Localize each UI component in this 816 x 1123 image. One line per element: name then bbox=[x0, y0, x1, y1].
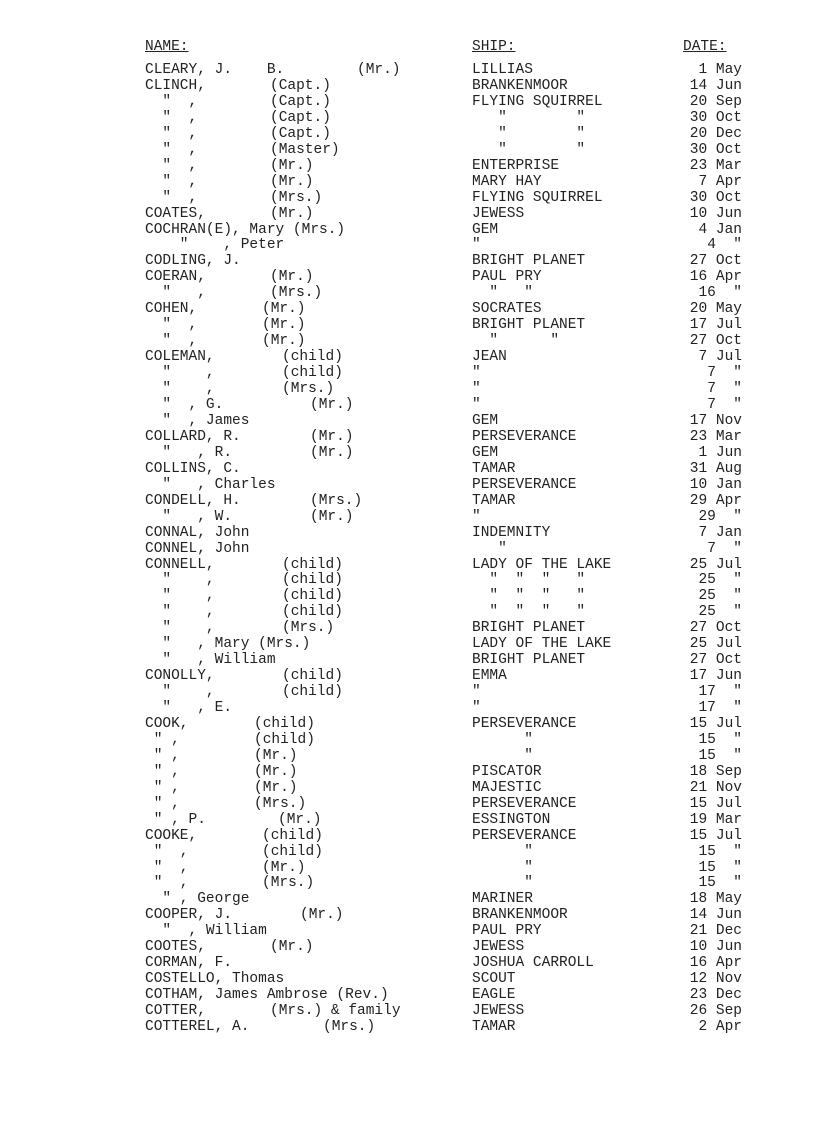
ship-name: " " bbox=[472, 333, 560, 350]
ship-name: " " bbox=[472, 109, 586, 126]
arrival-date: 14 Jun bbox=[689, 78, 742, 94]
passenger-name: " , bbox=[145, 333, 198, 350]
list-row bbox=[0, 525, 816, 541]
list-row bbox=[0, 604, 816, 620]
ship-name: EMMA bbox=[472, 668, 507, 685]
ship-name: INDEMNITY bbox=[472, 524, 551, 541]
arrival-date: 10 Jan bbox=[689, 476, 742, 493]
passenger-name: " , R. bbox=[145, 444, 233, 461]
passenger-title: (Mr.) bbox=[270, 205, 314, 222]
arrival-date: 7 " bbox=[707, 365, 742, 382]
passenger-title: (child) bbox=[282, 572, 343, 589]
list-row bbox=[0, 732, 816, 748]
arrival-date: 27 Oct bbox=[689, 620, 742, 637]
ship-name: MARY HAY bbox=[472, 173, 542, 190]
list-row bbox=[0, 844, 816, 860]
list-row bbox=[0, 1019, 816, 1035]
passenger-name: " , bbox=[145, 604, 215, 621]
ship-name: GEM bbox=[472, 412, 499, 429]
ship-name: PERSEVERANCE bbox=[472, 827, 577, 844]
ship-name: " bbox=[472, 684, 481, 700]
passenger-title: (Capt.) bbox=[270, 78, 331, 94]
passenger-title: (child) bbox=[282, 684, 343, 700]
ship-name: " bbox=[472, 396, 481, 413]
passenger-title: (Capt.) bbox=[270, 125, 331, 142]
arrival-date: 15 Jul bbox=[689, 827, 742, 844]
list-row bbox=[0, 158, 816, 174]
passenger-name: " , George bbox=[145, 891, 250, 908]
passenger-name: CONNELL, bbox=[145, 556, 215, 573]
passenger-name: COSTELLO, Thomas bbox=[145, 971, 285, 988]
list-row bbox=[0, 461, 816, 477]
ship-name: JEWESS bbox=[472, 1003, 525, 1019]
passenger-title: (Mr.) bbox=[310, 428, 354, 445]
passenger-title: (Mr.) bbox=[262, 333, 306, 350]
arrival-date: 25 Jul bbox=[689, 636, 742, 653]
arrival-date: 16 Apr bbox=[689, 955, 742, 972]
list-row bbox=[0, 253, 816, 269]
ship-name: JOSHUA CARROLL bbox=[472, 955, 594, 972]
passenger-name: " , bbox=[145, 795, 180, 812]
list-row bbox=[0, 429, 816, 445]
ship-name: " " " " bbox=[472, 604, 586, 621]
list-row bbox=[0, 269, 816, 285]
list-row bbox=[0, 796, 816, 812]
arrival-date: 23 Mar bbox=[689, 428, 742, 445]
arrival-date: 20 Dec bbox=[689, 125, 742, 142]
passenger-title: (Capt.) bbox=[270, 93, 331, 110]
ship-name: LADY OF THE LAKE bbox=[472, 636, 612, 653]
passenger-name: COLLINS, C. bbox=[145, 460, 241, 477]
arrival-date: 30 Oct bbox=[689, 141, 742, 158]
ship-name: PAUL PRY bbox=[472, 923, 542, 940]
passenger-title: (Master) bbox=[270, 141, 340, 158]
passenger-name: " , bbox=[145, 381, 215, 397]
ship-name: BRIGHT PLANET bbox=[472, 620, 586, 637]
arrival-date: 20 May bbox=[689, 301, 742, 318]
arrival-date: 14 Jun bbox=[689, 907, 742, 924]
passenger-name: COCHRAN(E), Mary (Mrs.) bbox=[145, 221, 346, 238]
ship-name: TAMAR bbox=[472, 1019, 516, 1035]
arrival-date: 15 Jul bbox=[689, 795, 742, 812]
list-row bbox=[0, 636, 816, 652]
passenger-name: COOK, bbox=[145, 715, 189, 732]
list-row bbox=[0, 620, 816, 636]
ship-name: " bbox=[472, 365, 481, 382]
passenger-name: " , bbox=[145, 93, 198, 110]
passenger-name: " , Mary (Mrs.) bbox=[145, 636, 311, 653]
arrival-date: 31 Aug bbox=[689, 460, 742, 477]
passenger-title: (Mr.) bbox=[310, 508, 354, 525]
arrival-date: 16 Apr bbox=[689, 269, 742, 286]
passenger-title: (child) bbox=[282, 365, 343, 382]
passenger-name: " , bbox=[145, 731, 180, 748]
ship-name: PERSEVERANCE bbox=[472, 476, 577, 493]
passenger-name: COOKE, bbox=[145, 827, 198, 844]
arrival-date: 10 Jun bbox=[689, 205, 742, 222]
passenger-name: " , bbox=[145, 875, 189, 892]
passenger-title: (Mr.) bbox=[254, 779, 298, 796]
passenger-name: " , bbox=[145, 285, 206, 302]
passenger-title: (child) bbox=[254, 731, 315, 748]
arrival-date: 21 Nov bbox=[689, 779, 742, 796]
arrival-date: 20 Sep bbox=[689, 93, 742, 110]
arrival-date: 19 Mar bbox=[689, 811, 742, 828]
passenger-title: (Capt.) bbox=[270, 109, 331, 126]
list-row bbox=[0, 780, 816, 796]
passenger-name: " , bbox=[145, 365, 215, 382]
passenger-name: " , bbox=[145, 747, 180, 764]
name-column-header: NAME: bbox=[145, 39, 189, 55]
arrival-date: 18 Sep bbox=[689, 763, 742, 780]
passenger-name: " , bbox=[145, 173, 198, 190]
arrival-date: 15 " bbox=[698, 731, 742, 748]
passenger-title: (Mr.) bbox=[300, 907, 344, 924]
list-row bbox=[0, 413, 816, 429]
ship-name: SCOUT bbox=[472, 971, 516, 988]
passenger-name: COTHAM, James Ambrose (Rev.) bbox=[145, 987, 389, 1004]
list-row bbox=[0, 477, 816, 493]
arrival-date: 29 " bbox=[698, 508, 742, 525]
list-row bbox=[0, 748, 816, 764]
list-row bbox=[0, 365, 816, 381]
passenger-title: (child) bbox=[262, 843, 323, 860]
list-row bbox=[0, 541, 816, 557]
passenger-title: (Mrs.) bbox=[282, 381, 335, 397]
passenger-name: COLEMAN, bbox=[145, 349, 215, 366]
ship-name: JEWESS bbox=[472, 939, 525, 956]
passenger-title: (child) bbox=[282, 668, 343, 685]
passenger-title: (Mrs.) & family bbox=[270, 1003, 401, 1019]
list-row bbox=[0, 860, 816, 876]
passenger-name: " , Peter bbox=[145, 237, 285, 254]
passenger-title: (Mr.) bbox=[262, 859, 306, 876]
passenger-name: " , bbox=[145, 859, 189, 876]
arrival-date: 25 " bbox=[698, 588, 742, 605]
passenger-name: CONNAL, John bbox=[145, 524, 250, 541]
ship-name: " bbox=[472, 508, 481, 525]
ship-name: " bbox=[472, 381, 481, 397]
arrival-date: 7 Jul bbox=[698, 349, 742, 366]
ship-name: PERSEVERANCE bbox=[472, 428, 577, 445]
passenger-name: " , bbox=[145, 317, 198, 334]
ship-name: " bbox=[472, 875, 533, 892]
list-row bbox=[0, 891, 816, 907]
passenger-title: (Mr.) bbox=[270, 157, 314, 174]
ship-name: " bbox=[472, 859, 533, 876]
passenger-name: " , bbox=[145, 620, 215, 637]
list-row bbox=[0, 285, 816, 301]
passenger-name: CODLING, J. bbox=[145, 253, 241, 270]
passenger-name: COERAN, bbox=[145, 269, 206, 286]
arrival-date: 17 " bbox=[698, 700, 742, 716]
passenger-name: " , William bbox=[145, 652, 276, 669]
passenger-name: COOPER, J. bbox=[145, 907, 233, 924]
arrival-date: 4 " bbox=[707, 237, 742, 254]
passenger-title: (Mr.) bbox=[262, 317, 306, 334]
list-row bbox=[0, 237, 816, 253]
list-row bbox=[0, 349, 816, 365]
arrival-date: 1 Jun bbox=[698, 444, 742, 461]
ship-name: PERSEVERANCE bbox=[472, 715, 577, 732]
passenger-name: " , E. bbox=[145, 700, 233, 716]
list-row bbox=[0, 652, 816, 668]
passenger-name: " , bbox=[145, 157, 198, 174]
arrival-date: 7 Apr bbox=[698, 173, 742, 190]
passenger-title: (Mrs.) bbox=[310, 492, 363, 509]
ship-name: " bbox=[472, 843, 533, 860]
arrival-date: 15 Jul bbox=[689, 715, 742, 732]
list-row bbox=[0, 987, 816, 1003]
arrival-date: 27 Oct bbox=[689, 333, 742, 350]
passenger-title: (child) bbox=[262, 827, 323, 844]
list-row bbox=[0, 668, 816, 684]
ship-name: JEAN bbox=[472, 349, 507, 366]
column-headers bbox=[0, 39, 816, 55]
arrival-date: 7 Jan bbox=[698, 524, 742, 541]
passenger-name: " , bbox=[145, 843, 189, 860]
ship-name: BRIGHT PLANET bbox=[472, 652, 586, 669]
ship-name: TAMAR bbox=[472, 460, 516, 477]
ship-name: ESSINGTON bbox=[472, 811, 551, 828]
ship-name: " bbox=[472, 540, 507, 557]
passenger-title: (Mrs.) bbox=[254, 795, 307, 812]
passenger-title: (Mr.) bbox=[270, 173, 314, 190]
arrival-date: 30 Oct bbox=[689, 189, 742, 206]
passenger-title: (child) bbox=[282, 556, 343, 573]
list-row bbox=[0, 700, 816, 716]
passenger-name: COATES, bbox=[145, 205, 206, 222]
ship-name: TAMAR bbox=[472, 492, 516, 509]
ship-name: MAJESTIC bbox=[472, 779, 542, 796]
ship-name: BRANKENMOOR bbox=[472, 907, 568, 924]
list-row bbox=[0, 684, 816, 700]
arrival-date: 27 Oct bbox=[689, 652, 742, 669]
passenger-name: CONOLLY, bbox=[145, 668, 215, 685]
list-row bbox=[0, 381, 816, 397]
arrival-date: 17 Jun bbox=[689, 668, 742, 685]
passenger-title: (Mr.) bbox=[310, 444, 354, 461]
arrival-date: 15 " bbox=[698, 843, 742, 860]
passenger-title: (Mrs.) bbox=[282, 620, 335, 637]
arrival-date: 7 " bbox=[707, 396, 742, 413]
passenger-name: " , bbox=[145, 572, 215, 589]
ship-name: ENTERPRISE bbox=[472, 157, 560, 174]
ship-name: " " bbox=[472, 141, 586, 158]
list-row bbox=[0, 493, 816, 509]
list-row bbox=[0, 716, 816, 732]
arrival-date: 23 Dec bbox=[689, 987, 742, 1004]
arrival-date: 15 " bbox=[698, 875, 742, 892]
arrival-date: 15 " bbox=[698, 859, 742, 876]
list-row bbox=[0, 301, 816, 317]
arrival-date: 25 " bbox=[698, 572, 742, 589]
passenger-name: " , Charles bbox=[145, 476, 276, 493]
passenger-name: CLEARY, J. B. bbox=[145, 62, 285, 78]
arrival-date: 16 " bbox=[698, 285, 742, 302]
passenger-name: " , bbox=[145, 684, 215, 700]
list-row bbox=[0, 955, 816, 971]
passenger-name: CONDELL, H. bbox=[145, 492, 241, 509]
ship-column-header: SHIP: bbox=[472, 39, 516, 55]
passenger-title: (Mr.) bbox=[254, 747, 298, 764]
passenger-name: COHEN, bbox=[145, 301, 198, 318]
list-row bbox=[0, 764, 816, 780]
passenger-title: (Mr.) bbox=[278, 811, 322, 828]
passenger-name: " , bbox=[145, 779, 180, 796]
ship-name: PERSEVERANCE bbox=[472, 795, 577, 812]
passenger-title: (Mrs.) bbox=[270, 189, 323, 206]
arrival-date: 18 May bbox=[689, 891, 742, 908]
ship-name: FLYING SQUIRREL bbox=[472, 93, 603, 110]
passenger-name: CLINCH, bbox=[145, 78, 206, 94]
passenger-title: (Mrs.) bbox=[262, 875, 315, 892]
list-row bbox=[0, 1003, 816, 1019]
list-row bbox=[0, 875, 816, 891]
ship-name: MARINER bbox=[472, 891, 533, 908]
passenger-name: " , William bbox=[145, 923, 267, 940]
list-row bbox=[0, 78, 816, 94]
list-row bbox=[0, 62, 816, 78]
passenger-title: (Mr.) bbox=[262, 301, 306, 318]
list-row bbox=[0, 317, 816, 333]
passenger-name: CORMAN, F. bbox=[145, 955, 233, 972]
arrival-date: 27 Oct bbox=[689, 253, 742, 270]
arrival-date: 12 Nov bbox=[689, 971, 742, 988]
passenger-title: (Mrs.) bbox=[323, 1019, 376, 1035]
passenger-name: " , P. bbox=[145, 811, 206, 828]
passenger-name: " , bbox=[145, 189, 198, 206]
list-row bbox=[0, 812, 816, 828]
ship-name: " bbox=[472, 731, 533, 748]
arrival-date: 17 Nov bbox=[689, 412, 742, 429]
passenger-title: (Mr.) bbox=[310, 396, 354, 413]
arrival-date: 23 Mar bbox=[689, 157, 742, 174]
ship-name: " " " " bbox=[472, 572, 586, 589]
list-row bbox=[0, 94, 816, 110]
ship-name: " " bbox=[472, 285, 533, 302]
arrival-date: 21 Dec bbox=[689, 923, 742, 940]
arrival-date: 4 Jan bbox=[698, 221, 742, 238]
ship-name: PISCATOR bbox=[472, 763, 542, 780]
passenger-name: CONNEL, John bbox=[145, 540, 250, 557]
date-column-header: DATE: bbox=[683, 39, 727, 55]
ship-name: LILLIAS bbox=[472, 62, 533, 78]
passenger-name: " , bbox=[145, 763, 180, 780]
ship-name: EAGLE bbox=[472, 987, 516, 1004]
passenger-name: " , bbox=[145, 141, 198, 158]
ship-name: LADY OF THE LAKE bbox=[472, 556, 612, 573]
arrival-date: 1 May bbox=[698, 62, 742, 78]
passenger-title: (child) bbox=[282, 604, 343, 621]
ship-name: BRIGHT PLANET bbox=[472, 317, 586, 334]
arrival-date: 25 Jul bbox=[689, 556, 742, 573]
ship-name: JEWESS bbox=[472, 205, 525, 222]
list-row bbox=[0, 588, 816, 604]
passenger-name: " , G. bbox=[145, 396, 224, 413]
list-row bbox=[0, 828, 816, 844]
list-row bbox=[0, 222, 816, 238]
passenger-title: (child) bbox=[282, 588, 343, 605]
ship-name: " " bbox=[472, 125, 586, 142]
passenger-name: " , W. bbox=[145, 508, 233, 525]
passenger-name: " , bbox=[145, 125, 198, 142]
ship-name: PAUL PRY bbox=[472, 269, 542, 286]
list-row bbox=[0, 445, 816, 461]
list-row bbox=[0, 971, 816, 987]
arrival-date: 25 " bbox=[698, 604, 742, 621]
arrival-date: 26 Sep bbox=[689, 1003, 742, 1019]
arrival-date: 30 Oct bbox=[689, 109, 742, 126]
passenger-name: COOTES, bbox=[145, 939, 206, 956]
arrival-date: 29 Apr bbox=[689, 492, 742, 509]
ship-name: " " " " bbox=[472, 588, 586, 605]
ship-name: GEM bbox=[472, 444, 499, 461]
passenger-title: (Mr.) bbox=[254, 763, 298, 780]
ship-name: SOCRATES bbox=[472, 301, 542, 318]
ship-name: GEM bbox=[472, 221, 499, 238]
passenger-name: " , bbox=[145, 109, 198, 126]
arrival-date: 10 Jun bbox=[689, 939, 742, 956]
list-row bbox=[0, 572, 816, 588]
arrival-date: 17 Jul bbox=[689, 317, 742, 334]
list-row bbox=[0, 509, 816, 525]
passenger-title: (Mr.) bbox=[270, 269, 314, 286]
arrival-date: 17 " bbox=[698, 684, 742, 700]
list-row bbox=[0, 206, 816, 222]
list-row bbox=[0, 190, 816, 206]
arrival-date: 15 " bbox=[698, 747, 742, 764]
passenger-title: (Mr.) bbox=[270, 939, 314, 956]
arrival-date: 7 " bbox=[707, 381, 742, 397]
ship-name: " bbox=[472, 700, 481, 716]
passenger-name: COLLARD, R. bbox=[145, 428, 241, 445]
list-row bbox=[0, 333, 816, 349]
list-row bbox=[0, 174, 816, 190]
passenger-title: (child) bbox=[254, 715, 315, 732]
list-row bbox=[0, 397, 816, 413]
list-row bbox=[0, 110, 816, 126]
ship-name: FLYING SQUIRREL bbox=[472, 189, 603, 206]
passenger-title: (child) bbox=[282, 349, 343, 366]
ship-name: " bbox=[472, 747, 533, 764]
list-row bbox=[0, 126, 816, 142]
passenger-name: COTTEREL, A. bbox=[145, 1019, 250, 1035]
list-row bbox=[0, 907, 816, 923]
ship-name: " bbox=[472, 237, 481, 254]
list-row bbox=[0, 557, 816, 573]
passenger-title: (Mr.) bbox=[357, 62, 401, 78]
passenger-name: " , James bbox=[145, 412, 250, 429]
passenger-name: " , bbox=[145, 588, 215, 605]
list-row bbox=[0, 142, 816, 158]
arrival-date: 7 " bbox=[707, 540, 742, 557]
passenger-name: COTTER, bbox=[145, 1003, 206, 1019]
arrival-date: 2 Apr bbox=[698, 1019, 742, 1035]
ship-name: BRIGHT PLANET bbox=[472, 253, 586, 270]
passenger-title: (Mrs.) bbox=[270, 285, 323, 302]
ship-name: BRANKENMOOR bbox=[472, 78, 568, 94]
list-row bbox=[0, 923, 816, 939]
list-row bbox=[0, 939, 816, 955]
